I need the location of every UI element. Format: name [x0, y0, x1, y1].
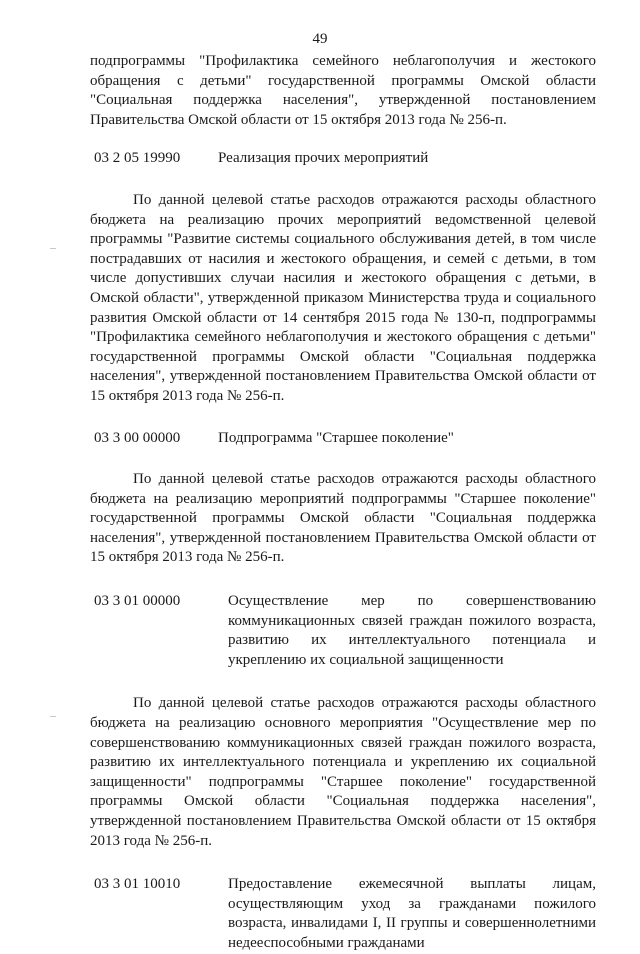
budget-item-title: Осуществление мер по совершенствованию коммуникационных связей граждан пожилого возраста, развитию их интеллектуального потенциала и укреплению их социальной защищенности	[228, 593, 596, 668]
budget-code: 03 2 05 19990	[94, 150, 181, 167]
budget-item-heading	[90, 592, 596, 670]
budget-code: 03 3 00 00000	[94, 429, 181, 446]
paragraph-continuation: подпрограммы "Профилактика семейного неблагополучия и жестокого обращения с детьми" государственной программы Омской области "Социальная поддержка населения", утвержденной постановлением Правительства Омской области от 15 октября 2013 года № 256-п.	[90, 53, 596, 128]
budget-item-heading	[90, 875, 596, 953]
budget-item-heading	[90, 149, 596, 169]
budget-code: 03 3 01 10010	[94, 876, 181, 893]
scan-edge-mark	[50, 716, 56, 717]
page-number: 49	[312, 31, 328, 47]
budget-code: 03 3 01 00000	[94, 593, 181, 610]
budget-item-title: Предоставление ежемесячной выплаты лицам, осуществляющим уход за гражданами пожилого возраста, инвалидами I, II группы и совершеннолетними недееспособными гражданами	[228, 876, 596, 951]
paragraph: По данной целевой статье расходов отражаются расходы областного бюджета на реализацию основного мероприятия "Осуществление мер по совершенствованию коммуникационных связей граждан пожилого возраста, развитию их интеллектуального потенциала и укреплению их социальной защищенности" подпрограммы "Старшее поколение" государственной программы Омской области "Социальная поддержка населения", утвержденной постановлением Правительства Омской области от 15 октября 2013 года № 256-п.	[90, 695, 596, 849]
scan-edge-mark	[50, 248, 56, 249]
budget-item-title: Подпрограмма "Старшее поколение"	[218, 429, 454, 446]
budget-item-title: Реализация прочих мероприятий	[218, 150, 429, 167]
paragraph: По данной целевой статье расходов отражаются расходы областного бюджета на реализацию прочих мероприятий ведомственной целевой программы "Развитие системы социального обслуживания детей, в том числе пострадавших от насилия и жестокого обращения, и семей с детьми, в том числе допустивших случаи насилия и жестокого обращения с детьми, в Омской области", утвержденной приказом Министерства труда и социального развития Омской области от 14 сентября 2015 года № 130-п, подпрограммы "Профилактика семейного неблагополучия и жестокого обращения с детьми" государственной программы Омской области "Социальная поддержка населения", утвержденной постановлением Правительства Омской области от 15 октября 2013 года № 256-п.	[90, 191, 596, 404]
document-body	[90, 52, 596, 954]
paragraph: По данной целевой статье расходов отражаются расходы областного бюджета на реализацию мероприятий подпрограммы "Старшее поколение" государственной программы Омской области "Социальная поддержка населения", утвержденной постановлением Правительства Омской области от 15 октября 2013 года № 256-п.	[90, 471, 596, 566]
budget-item-heading	[90, 429, 596, 449]
